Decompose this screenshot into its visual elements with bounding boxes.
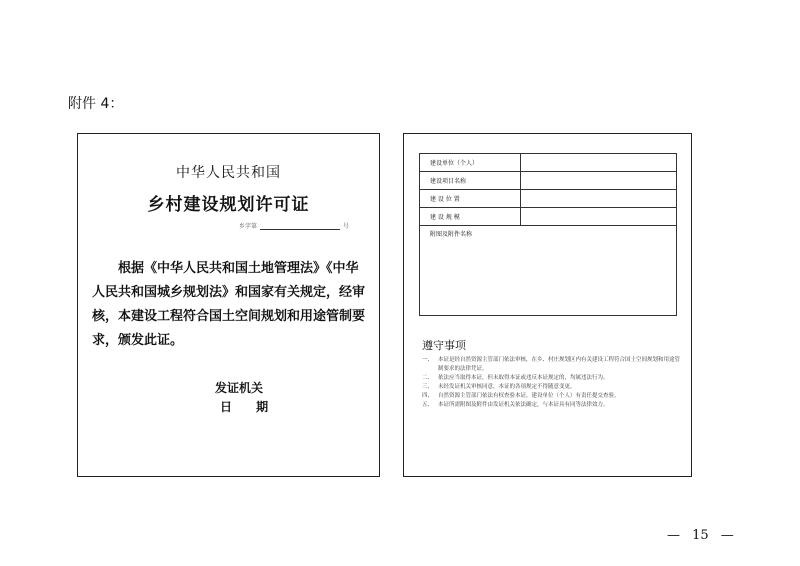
note-text: 未经发证机关审核同意，本证的各项规定不得随意变更。 <box>438 384 576 390</box>
table-row <box>420 154 677 172</box>
row-value <box>521 154 677 172</box>
row-value <box>521 190 677 208</box>
table-row <box>420 208 677 226</box>
note-number: 四、 <box>422 393 434 399</box>
notes-title: 遵守事项 <box>422 339 466 352</box>
note-text: 本证是经自然资源主管部门依法审核，在乡、村庄规划区内有关建设工程符合国土空间规划和用途管制要求的法律凭证。 <box>438 357 681 372</box>
serial-number-line <box>239 221 349 230</box>
list-item <box>422 383 680 392</box>
row-label: 建 设 规 模 <box>420 208 521 226</box>
row-label: 建设单位（个人） <box>420 154 521 172</box>
list-item <box>422 392 680 401</box>
list-item <box>422 356 680 374</box>
serial-blank <box>260 223 340 230</box>
serial-suffix: 号 <box>342 223 349 230</box>
list-item <box>422 401 680 410</box>
table-row <box>420 172 677 190</box>
row-value <box>521 172 677 190</box>
permit-details-page <box>403 133 692 477</box>
permit-info-table <box>419 153 677 316</box>
row-label: 建设项目名称 <box>420 172 521 190</box>
row-label: 建 设 位 置 <box>420 190 521 208</box>
attachments-row <box>420 226 677 316</box>
permit-title: 乡村建设规划许可证 <box>147 195 310 215</box>
note-number: 二、 <box>422 375 434 381</box>
row-value <box>521 208 677 226</box>
note-text: 本证所需附图及附件由发证机关依法确定，与本证具有同等法律效力。 <box>438 402 609 408</box>
note-number: 一、 <box>422 357 434 363</box>
serial-prefix: 乡字第 <box>238 223 257 230</box>
permit-cover-page <box>77 133 380 477</box>
list-item <box>422 374 680 383</box>
note-text: 自然资源主管部门依法有权查验本证，建设单位（个人）有责任提交查验。 <box>438 393 620 399</box>
note-number: 三、 <box>422 384 434 390</box>
attachments-label: 附图及附件名称 <box>420 226 677 316</box>
note-number: 五、 <box>422 402 434 408</box>
permit-body-text: 根据《中华人民共和国土地管理法》《中华人民共和国城乡规划法》和国家有关规定，经审核，本建设工程符合国土空间规划和用途管制要求，颁发此证。 <box>92 261 366 348</box>
notes-list <box>422 356 680 410</box>
attachment-label: 附件 4： <box>68 96 124 112</box>
table-row <box>420 190 677 208</box>
issuing-authority-label: 发证机关 <box>215 381 264 395</box>
issue-date-label: 日 期 <box>220 400 269 414</box>
note-text: 依法应当取得本证，但未取得本证或违反本证规定的，均属违法行为。 <box>438 375 609 381</box>
page-number: — 15 — <box>667 528 734 543</box>
country-name: 中华人民共和国 <box>176 165 281 181</box>
